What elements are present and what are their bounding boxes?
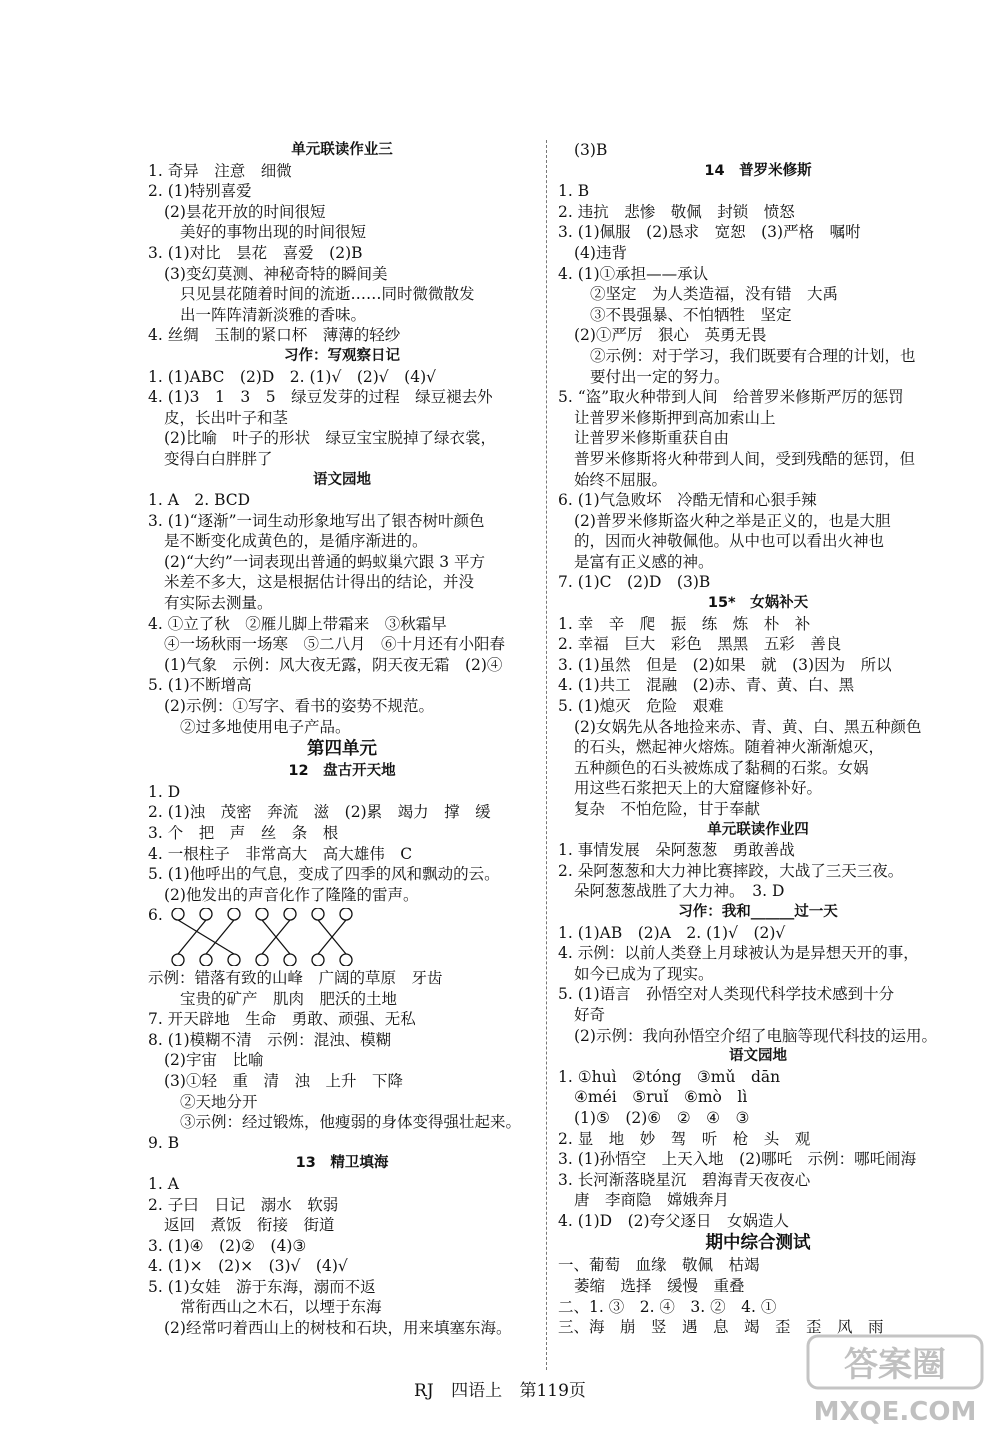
matching-circle [172,908,184,920]
answer-line: 2. (1)浊 茂密 奔流 滋 (2)累 竭力 撑 缓 [148,803,491,822]
answer-line: 二、1. ③ 2. ④ 3. ② 4. ① [558,1297,777,1316]
answer-line: (3)B [574,141,608,159]
answer-line: 4. 一根柱子 非常高大 高大雄伟 C [148,844,413,863]
answer-line: 7. (1)C (2)D (3)B [558,573,711,592]
answer-line: (2)示例：①写字、看书的姿势不规范。 [164,697,434,716]
answer-line: 常衔西山之木石，以堙于东海 [180,1298,382,1317]
section-heading: 期中综合测试 [705,1233,811,1254]
answer-line: 4. ①立了秋 ②雁儿脚上带霜来 ③秋霜早 [148,614,447,633]
answer-line: 的石头，燃起神火熔炼。随着神火渐渐熄灭， [574,738,885,757]
answer-line: 7. 开天辟地 生命 勇敢、顽强、无私 [148,1010,416,1029]
answer-line: 1. B [558,182,590,201]
section-heading: 习作：写观察日记 [284,347,400,364]
answer-line: ②天地分开 [180,1092,258,1111]
answer-line: 好奇 [574,1005,606,1024]
answer-line: 用这些石浆把天上的大窟窿修补好。 [574,779,823,798]
answer-line: 4. (1)①承担——承认 [558,264,709,283]
answer-line: (2)比喻 叶子的形状 绿豆宝宝脱掉了绿衣裳， [164,429,496,448]
answer-line: 是富有正义感的神。 [574,552,714,571]
matching-circle [228,908,240,920]
answer-line: (2)示例：我向孙悟空介绍了电脑等现代科技的运用。 [574,1026,937,1045]
section-heading: 语文园地 [313,471,371,488]
answer-line: 变得白白胖胖了 [164,449,273,468]
answer-line: 宝贵的矿产 肌肉 肥沃的土地 [180,989,398,1008]
answer-line: 6. [148,906,163,925]
answer-line: (2)①严厉 狠心 英勇无畏 [574,326,767,345]
matching-circle [256,954,268,966]
answer-line: (4)违背 [574,243,627,262]
answer-line: 米差不多大，这是根据估计得出的结论，并没 [164,573,475,592]
matching-circle [340,954,352,966]
answer-line: 1. ①huì ②tóng ③mǔ dān [558,1067,781,1086]
answer-line: 1. A [148,1174,179,1193]
answer-line: (1)⑤ (2)⑥ ② ④ ③ [574,1108,750,1127]
answer-line: 要付出一定的努力。 [590,367,730,386]
matching-circle [284,908,296,920]
answer-line: 3. (1)佩服 (2)恳求 宽恕 (3)严格 嘱咐 [558,223,861,242]
answer-line: 1. D [148,782,181,801]
answer-line: 普罗米修斯将火种带到人间，受到残酷的惩罚，但 [574,449,916,468]
answer-line: 2. 违抗 悲惨 敬佩 封锁 愤怒 [558,202,795,221]
answer-line: 5. (1)熄灭 危险 艰难 [558,697,724,716]
answer-line: ②过多地使用电子产品。 [180,717,351,736]
answer-line: 5. (1)他呼出的气息，变成了四季的风和飘动的云。 [148,865,500,884]
answer-line: 始终不屈服。 [574,470,668,489]
answer-line: 3. (1)孙悟空 上天入地 (2)哪吒 示例：哪吒闹海 [558,1150,917,1169]
answer-line: 9. B [148,1133,180,1152]
answer-line: 2. (1)特别喜爱 [148,182,252,201]
answer-line: (2)昙花开放的时间很短 [164,202,326,221]
answer-line: 出一阵阵清新淡雅的香味。 [180,305,367,324]
answer-line: 1. 奇异 注意 细微 [148,161,292,180]
answer-line: ③不畏强暴、不怕牺牲 坚定 [590,305,792,324]
answer-line: 2. 幸福 巨大 彩色 黑黑 五彩 善良 [558,635,842,654]
answer-line: 3. 个 把 声 丝 条 根 [148,824,339,842]
answer-line: 2. 朵阿葱葱和大力神比赛摔跤，大战了三天三夜。 [558,861,904,880]
answer-line: 复杂 不怕危险，甘于奉献 [574,800,761,818]
matching-circle [284,954,296,966]
answer-line: 3. 长河渐落晓星沉 碧海青天夜夜心 [558,1170,811,1189]
matching-circle [312,954,324,966]
answer-line: 2. 子曰 日记 溺水 软弱 [148,1195,339,1214]
answer-line: (2)普罗米修斯盗火种之举是正义的，也是大胆 [574,511,891,530]
answer-line: (2)“大约”一词表现出普通的蚂蚁巢穴跟 3 平方 [164,552,486,571]
section-heading: 第四单元 [307,739,377,760]
answer-line: 1. 事情发展 朵阿葱葱 勇敢善战 [558,841,795,860]
answer-line: 让普罗米修斯重获自由 [574,429,730,448]
matching-circle [200,954,212,966]
answer-line: 6. (1)气急败坏 冷酷无情和心狠手辣 [558,491,817,510]
matching-circle [340,908,352,920]
answer-line: 1. A 2. BCD [148,491,251,510]
section-heading: 单元联读作业四 [707,821,809,838]
answer-line: 3. (1)“逐渐”一词生动形象地写出了银杏树叶颜色 [148,511,485,530]
answer-line: 一、葡萄 血缘 敬佩 枯竭 [558,1256,760,1275]
left-column [148,140,536,1339]
answer-line: 4. (1)× (2)× (3)√ (4)√ [148,1257,348,1276]
answer-line: (2)经常叼着西山上的树枝和石块，用来填塞东海。 [164,1319,512,1338]
svg-text:MXQE.COM: MXQE.COM [813,1397,977,1427]
footer-book: 四语上 [451,1381,503,1401]
footer-page-number: 第119页 [519,1381,586,1401]
matching-diagram-wrap [148,908,536,966]
answer-line: 4. 示例：以前人类登上月球被认为是异想天开的事， [558,944,919,963]
section-heading: 习作：我和______过一天 [678,903,838,920]
right-column [558,140,958,1338]
answer-line: 1. 幸 辛 爬 振 练 炼 朴 补 [558,614,811,633]
answer-line: 8. (1)模糊不清 示例：混浊、模糊 [148,1030,392,1049]
section-heading: 13 精卫填海 [295,1155,389,1172]
matching-circle [256,908,268,920]
answer-line: 唐 李商隐 嫦娥奔月 [574,1191,730,1210]
matching-line [206,920,234,954]
answer-line: 4. 丝绸 玉制的紧口杯 薄薄的轻纱 [148,326,401,345]
svg-text:答案圈: 答案圈 [844,1345,946,1385]
answer-line: (2)宇宙 比喻 [164,1051,264,1070]
answer-line: (2)女娲先从各地捡来赤、青、黄、白、黑五种颜色 [574,717,922,736]
answer-line: 五种颜色的石头被炼成了黏稠的石浆。女娲 [574,758,869,777]
answer-line: 美好的事物出现的时间很短 [180,223,367,242]
answer-line: 皮，长出叶子和茎 [164,408,289,427]
answer-line: 5. (1)语言 孙悟空对人类现代科学技术感到十分 [558,985,895,1004]
answer-line: 1. (1)ABC (2)D 2. (1)√ (2)√ (4)√ [148,367,436,386]
answer-line: 示例：错落有致的山峰 广阔的草原 牙齿 [148,968,443,987]
answer-line: (3)①轻 重 清 浊 上升 下降 [164,1071,403,1090]
answer-line: 萎缩 选择 缓慢 重叠 [574,1277,745,1296]
answer-line: 1. (1)AB (2)A 2. (1)√ (2)√ [558,923,786,942]
answer-line: 返回 煮饭 衔接 街道 [164,1216,335,1235]
answer-line: (3)变幻莫测、神秘奇特的瞬间美 [164,264,388,283]
answer-line: 三、海 崩 竖 遇 息 竭 歪 歪 风 雨 [558,1318,884,1337]
answer-line: 3. (1)虽然 但是 (2)如果 就 (3)因为 所以 [558,655,892,674]
section-heading: 15* 女娲补天 [707,595,809,612]
section-heading: 单元联读作业三 [291,142,393,158]
answer-line: ③示例：经过锻炼，他瘦弱的身体变得强壮起来。 [180,1113,522,1132]
section-heading: 12 盘古开天地 [288,763,396,780]
matching-circle [228,954,240,966]
column-divider [546,140,548,1370]
matching-circle [172,954,184,966]
answer-line: 有实际去测量。 [164,594,273,613]
matching-circle [312,908,324,920]
answer-line: (1)气象 示例：风大夜无露，阴天夜无霜 (2)④ [164,655,503,674]
footer-edition: RJ [414,1381,434,1401]
section-heading: 语文园地 [729,1048,787,1065]
answer-line: 是不断变化成黄色的，是循序渐进的。 [164,532,428,551]
watermark-logo [800,1330,990,1430]
answer-line: 4. (1)共工 混融 (2)赤、青、黄、白、黑 [558,676,855,695]
answer-line: 2. 显 地 妙 驾 听 枪 头 观 [558,1129,811,1148]
matching-diagram [166,908,376,966]
matching-line [178,920,206,954]
answer-line: ④一场秋雨一场寒 ⑤二八月 ⑥十月还有小阳春 [164,635,506,654]
answer-line: 如今已成为了现实。 [574,964,714,983]
section-heading: 14 普罗米修斯 [704,162,812,179]
answer-line: ②坚定 为人类造福，没有错 大禹 [590,285,839,304]
matching-line [178,920,234,954]
answer-line: 3. (1)对比 昙花 喜爱 (2)B [148,243,363,262]
answer-line: ②示例：对于学习，我们既要有合理的计划，也 [590,346,916,365]
answer-line: 的，因而火神敬佩他。从中也可以看出火神也 [574,532,885,551]
answer-line: 4. (1)3 1 3 5 绿豆发芽的过程 绿豆褪去外 [148,388,493,407]
answer-line: 朵阿葱葱战胜了大力神。 3. D [574,882,785,901]
answer-line: 让普罗米修斯押到高加索山上 [574,408,776,427]
answer-line: 4. (1)D (2)夸父逐日 女娲造人 [558,1211,790,1230]
answer-line: 5. (1)女娃 游于东海，溺而不返 [148,1277,376,1296]
answer-line: 5. (1)不断增高 [148,676,252,695]
answer-line: (2)他发出的声音化作了隆隆的雷声。 [164,885,419,904]
answer-line: 3. (1)④ (2)② (4)③ [148,1236,307,1255]
answer-line: ④méi ⑤ruǐ ⑥mò lì [574,1088,748,1107]
answer-line: 5. “盗”取火种带到人间 给普罗米修斯严厉的惩罚 [558,388,904,407]
matching-circle [200,908,212,920]
answer-line: 只见昙花随着时间的流逝……同时微微散发 [180,285,475,304]
